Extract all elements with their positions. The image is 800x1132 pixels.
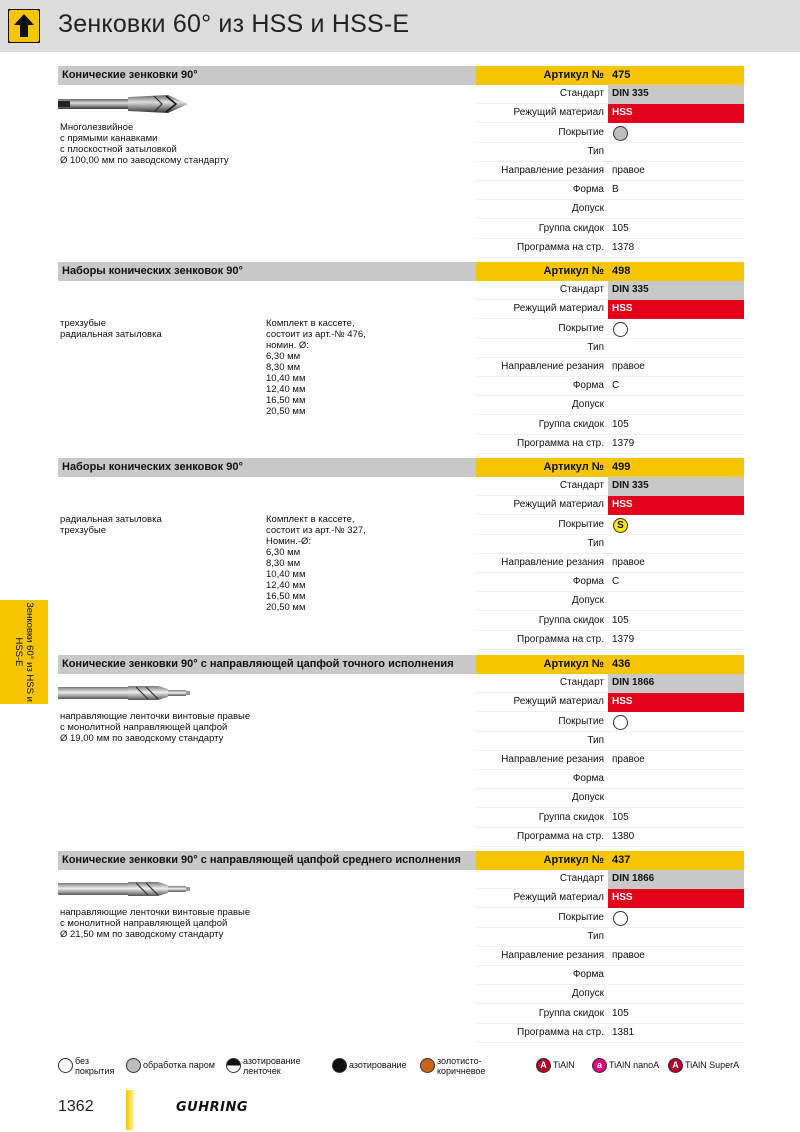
spec-label: Форма	[572, 380, 604, 392]
spec-label: Программа на стр.	[517, 1026, 604, 1038]
spec-value: правое	[612, 165, 645, 176]
spec-value: HSS	[612, 892, 633, 904]
page-number: 1362	[58, 1098, 94, 1115]
spec-label: Тип	[587, 341, 604, 353]
spec-value-cell	[608, 85, 744, 104]
spec-row-form	[476, 573, 744, 592]
spec-value: HSS	[612, 499, 633, 511]
spec-label: Программа на стр.	[517, 241, 604, 253]
spec-row-direction	[476, 358, 744, 377]
spec-label: Допуск	[571, 988, 604, 1000]
legend-label: TiAlN nanoA	[609, 1060, 660, 1070]
pilot-countersink-icon	[58, 681, 198, 705]
spec-value: правое	[612, 557, 645, 568]
spec-row-coating	[476, 909, 744, 928]
spec-row-coating	[476, 320, 744, 339]
spec-value-cell	[608, 300, 744, 319]
spec-row-standard	[476, 281, 744, 300]
spec-row-type	[476, 732, 744, 751]
section-title: Конические зенковки 90°	[62, 69, 198, 81]
spec-label: Направление резания	[501, 754, 604, 765]
legend-label: азотирование	[349, 1060, 407, 1070]
spec-value-cell	[608, 416, 744, 435]
spec-value-cell	[608, 124, 744, 143]
spec-value-cell	[608, 809, 744, 828]
spec-value-cell	[608, 966, 744, 985]
uncoated-icon	[613, 322, 628, 337]
article-number: 498	[612, 265, 631, 277]
spec-row-standard	[476, 477, 744, 496]
uncoated-icon	[613, 715, 628, 730]
spec-value: 1378	[612, 241, 635, 253]
spec-value: DIN 335	[612, 284, 649, 296]
spec-label: Покрытие	[558, 911, 604, 923]
steam-treated-icon	[613, 126, 628, 141]
section-header	[58, 655, 476, 674]
spec-value: C	[612, 576, 620, 588]
pilot-countersink-icon	[58, 877, 198, 901]
section-title: Наборы конических зенковок 90°	[62, 265, 243, 277]
spec-label: Стандарт	[559, 284, 604, 296]
side-chapter-tab-text: Зенковки 60° из HSS и HSS-E	[13, 602, 35, 702]
legend-label: золотисто- коричневое	[437, 1056, 486, 1076]
spec-row-tolerance	[476, 985, 744, 1004]
spec-value-cell	[608, 477, 744, 496]
spec-value: 105	[612, 614, 629, 626]
spec-row-form	[476, 377, 744, 396]
section-header	[58, 262, 476, 281]
spec-label: Группа скидок	[538, 1007, 604, 1019]
section-header	[58, 851, 476, 870]
spec-row-coating	[476, 516, 744, 535]
spec-value: B	[612, 184, 619, 196]
spec-value: 1381	[612, 1026, 635, 1038]
section-title: Конические зенковки 90° с направляющей цапфой среднего исполнения	[62, 854, 461, 866]
spec-value-cell	[608, 239, 744, 258]
spec-value-cell	[608, 985, 744, 1004]
spec-value: DIN 335	[612, 88, 649, 100]
article-header	[476, 66, 744, 85]
spec-value: правое	[612, 361, 645, 372]
spec-label: Допуск	[571, 203, 604, 215]
page-title: Зенковки 60° из HSS и HSS-E	[58, 10, 410, 38]
legend-mark: A	[672, 1060, 679, 1070]
spec-value-cell	[608, 396, 744, 415]
section-title: Конические зенковки 90° с направляющей цапфой точного исполнения	[62, 658, 454, 670]
spec-label: Тип	[587, 734, 604, 746]
spec-label: Стандарт	[559, 873, 604, 885]
spec-row-type	[476, 928, 744, 947]
spec-value: 105	[612, 1007, 629, 1019]
spec-row-tolerance	[476, 789, 744, 808]
spec-label: Направление резания	[501, 950, 604, 961]
product-description: радиальная затыловка трехзубые	[60, 514, 162, 536]
spec-row-tolerance	[476, 592, 744, 611]
section-header	[58, 458, 476, 477]
spec-value-cell	[608, 870, 744, 889]
article-label: Артикул №	[543, 658, 604, 670]
product-description: направляющие ленточки винтовые правые с монолитной направляющей цапфой Ø 19,00 мм по заводскому стандарту	[60, 711, 251, 744]
spec-value-cell	[608, 339, 744, 358]
spec-row-form	[476, 966, 744, 985]
spec-row-program	[476, 435, 744, 454]
steam-treated-icon	[126, 1058, 141, 1073]
spec-value-cell	[608, 713, 744, 732]
product-description: трехзубые радиальная затыловка	[60, 318, 162, 340]
spec-value: DIN 1866	[612, 677, 655, 689]
spec-value-cell	[608, 674, 744, 693]
spec-value-cell	[608, 554, 744, 573]
spec-row-material	[476, 889, 744, 908]
tialn-supera-icon	[668, 1058, 683, 1073]
spec-label: Стандарт	[559, 88, 604, 100]
spec-label: Группа скидок	[538, 614, 604, 626]
spec-value-cell	[608, 693, 744, 712]
spec-label: Направление резания	[501, 557, 604, 568]
article-label: Артикул №	[543, 854, 604, 866]
spec-value-cell	[608, 220, 744, 239]
spec-value-cell	[608, 573, 744, 592]
coating-legend	[58, 1055, 748, 1077]
spec-label: Режущий материал	[513, 107, 604, 119]
spec-row-form	[476, 770, 744, 789]
spec-label: Покрытие	[558, 715, 604, 727]
spec-label: Форма	[572, 576, 604, 588]
footer-accent-bar	[126, 1090, 134, 1130]
legend-label: азотирование ленточек	[243, 1056, 301, 1076]
spec-value-cell	[608, 1024, 744, 1043]
spec-value: 105	[612, 222, 629, 234]
spec-value: 1379	[612, 437, 635, 449]
spec-value: HSS	[612, 696, 633, 708]
page-header	[0, 0, 800, 52]
spec-label: Покрытие	[558, 322, 604, 334]
spec-value: 105	[612, 418, 629, 430]
spec-row-material	[476, 104, 744, 123]
spec-row-direction	[476, 751, 744, 770]
spec-label: Режущий материал	[513, 499, 604, 511]
spec-value-cell	[608, 928, 744, 947]
product-section	[58, 458, 744, 650]
spec-label: Направление резания	[501, 361, 604, 372]
spec-row-type	[476, 339, 744, 358]
spec-row-discount	[476, 1005, 744, 1024]
spec-value: DIN 335	[612, 480, 649, 492]
spec-label: Группа скидок	[538, 418, 604, 430]
article-header	[476, 458, 744, 477]
spec-row-standard	[476, 85, 744, 104]
spec-label: Допуск	[571, 595, 604, 607]
spec-value: DIN 1866	[612, 873, 655, 885]
spec-value-cell	[608, 909, 744, 928]
product-section	[58, 655, 744, 847]
spec-value: HSS	[612, 303, 633, 315]
spec-value-cell	[608, 358, 744, 377]
spec-row-type	[476, 535, 744, 554]
spec-label: Тип	[587, 930, 604, 942]
spec-value-cell	[608, 947, 744, 966]
spec-label: Направление резания	[501, 165, 604, 176]
spec-value: 1379	[612, 633, 635, 645]
spec-value-cell	[608, 377, 744, 396]
legend-mark: A	[540, 1060, 547, 1070]
legend-label: обработка паром	[143, 1060, 215, 1070]
product-section	[58, 262, 744, 454]
spec-row-material	[476, 496, 744, 515]
land-nitrided-icon	[226, 1058, 241, 1073]
spec-value: правое	[612, 950, 645, 961]
spec-row-program	[476, 828, 744, 847]
spec-label: Программа на стр.	[517, 437, 604, 449]
article-header	[476, 262, 744, 281]
brand-logo: GUHRING	[176, 1100, 249, 1115]
spec-row-program	[476, 631, 744, 650]
spec-value-cell	[608, 200, 744, 219]
spec-value-cell	[608, 435, 744, 454]
nitrided-icon	[332, 1058, 347, 1073]
side-chapter-tab	[0, 600, 48, 704]
spec-row-coating	[476, 713, 744, 732]
section-title: Наборы конических зенковок 90°	[62, 461, 243, 473]
spec-value-cell	[608, 516, 744, 535]
spec-value-cell	[608, 1005, 744, 1024]
spec-row-form	[476, 181, 744, 200]
article-number: 475	[612, 69, 631, 81]
spec-value-cell	[608, 143, 744, 162]
spec-row-program	[476, 1024, 744, 1043]
article-header	[476, 655, 744, 674]
article-label: Артикул №	[543, 461, 604, 473]
spec-label: Программа на стр.	[517, 633, 604, 645]
spec-label: Программа на стр.	[517, 830, 604, 842]
spec-label: Допуск	[571, 399, 604, 411]
spec-value-cell	[608, 612, 744, 631]
gold-brown-icon	[420, 1058, 435, 1073]
spec-label: Форма	[572, 969, 604, 981]
spec-value-cell	[608, 281, 744, 300]
spec-label: Стандарт	[559, 677, 604, 689]
spec-label: Режущий материал	[513, 303, 604, 315]
spec-value-cell	[608, 496, 744, 515]
legend-label: без покрытия	[75, 1056, 115, 1076]
tialn-nanoa-icon	[592, 1058, 607, 1073]
article-label: Артикул №	[543, 265, 604, 277]
spec-value-cell	[608, 535, 744, 554]
spec-value-cell	[608, 770, 744, 789]
spec-row-tolerance	[476, 200, 744, 219]
legend-label: TiAlN SuperA	[685, 1060, 740, 1070]
spec-row-discount	[476, 220, 744, 239]
spec-value-cell	[608, 631, 744, 650]
spec-label: Форма	[572, 184, 604, 196]
product-section	[58, 66, 744, 258]
arrow-up-logo-icon	[8, 9, 40, 43]
article-label: Артикул №	[543, 69, 604, 81]
spec-row-tolerance	[476, 396, 744, 415]
spec-value-cell	[608, 104, 744, 123]
spec-label: Покрытие	[558, 126, 604, 138]
uncoated-icon	[58, 1058, 73, 1073]
spec-label: Группа скидок	[538, 811, 604, 823]
spec-value-cell	[608, 592, 744, 611]
spec-label: Стандарт	[559, 480, 604, 492]
spec-value-cell	[608, 162, 744, 181]
spec-row-standard	[476, 870, 744, 889]
spec-row-direction	[476, 554, 744, 573]
article-number: 437	[612, 854, 631, 866]
spec-value: 105	[612, 811, 629, 823]
spec-label: Тип	[587, 145, 604, 157]
spec-label: Допуск	[571, 792, 604, 804]
spec-value-cell	[608, 789, 744, 808]
section-header	[58, 66, 476, 85]
spec-value-cell	[608, 732, 744, 751]
spec-value-cell	[608, 828, 744, 847]
spec-row-type	[476, 143, 744, 162]
legend-label: TiAlN	[553, 1060, 575, 1070]
spec-row-standard	[476, 674, 744, 693]
spec-row-material	[476, 300, 744, 319]
spec-row-discount	[476, 809, 744, 828]
spec-row-material	[476, 693, 744, 712]
spec-row-discount	[476, 612, 744, 631]
legend-mark: a	[596, 1060, 602, 1070]
spec-label: Тип	[587, 537, 604, 549]
tialn-icon	[536, 1058, 551, 1073]
set-contents: Комплект в кассете, состоит из арт.-№ 327, Номин.-Ø: 6,30 мм 8,30 мм 10,40 мм 12,40 мм 16,50 мм 20,50 мм	[266, 514, 366, 613]
article-number: 499	[612, 461, 631, 473]
spec-label: Режущий материал	[513, 696, 604, 708]
spec-value-cell	[608, 320, 744, 339]
spec-row-discount	[476, 416, 744, 435]
set-contents: Комплект в кассете, состоит из арт.-№ 476, номин. Ø: 6,30 мм 8,30 мм 10,40 мм 12,40 мм 16,50 мм 20,50 мм	[266, 318, 366, 417]
countersink-icon	[58, 92, 198, 116]
article-number: 436	[612, 658, 631, 670]
article-header	[476, 851, 744, 870]
spec-label: Режущий материал	[513, 892, 604, 904]
spec-value: правое	[612, 754, 645, 765]
spec-label: Покрытие	[558, 518, 604, 530]
spec-value-cell	[608, 889, 744, 908]
spec-row-direction	[476, 947, 744, 966]
product-description: Многолезвийное с прямыми канавками с плоскостной затыловкой Ø 100,00 мм по заводскому стандарту	[60, 122, 229, 166]
spec-value: HSS	[612, 107, 633, 119]
uncoated-icon	[613, 911, 628, 926]
spec-value: C	[612, 380, 620, 392]
spec-row-direction	[476, 162, 744, 181]
spec-row-program	[476, 239, 744, 258]
spec-label: Форма	[572, 773, 604, 785]
spec-value-cell	[608, 751, 744, 770]
spec-value: 1380	[612, 830, 635, 842]
product-description: направляющие ленточки винтовые правые с монолитной направляющей цапфой Ø 21,50 мм по заводскому стандарту	[60, 907, 251, 940]
spec-value-cell	[608, 181, 744, 200]
coating-s-icon: S	[613, 518, 628, 533]
product-section	[58, 851, 744, 1043]
spec-label: Группа скидок	[538, 222, 604, 234]
spec-row-coating	[476, 124, 744, 143]
